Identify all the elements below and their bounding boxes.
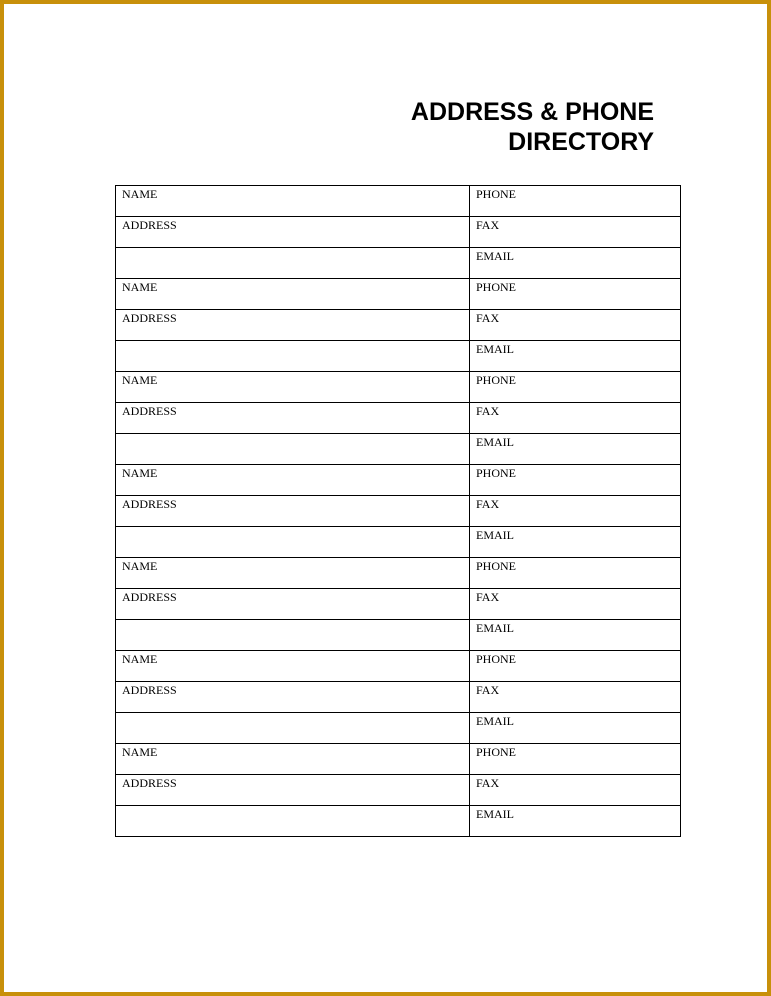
phone-field[interactable] xyxy=(470,558,681,589)
email-field[interactable] xyxy=(470,620,681,651)
name-label: NAME xyxy=(122,652,158,666)
email-label: EMAIL xyxy=(476,342,514,356)
address-continuation-field[interactable] xyxy=(116,434,470,465)
fax-field[interactable] xyxy=(470,682,681,713)
title-line-2: DIRECTORY xyxy=(508,128,654,156)
table-row xyxy=(116,558,681,589)
address-label: ADDRESS xyxy=(122,311,177,325)
fax-label: FAX xyxy=(476,311,500,325)
address-field[interactable] xyxy=(116,682,470,713)
phone-label: PHONE xyxy=(476,373,517,387)
fax-field[interactable] xyxy=(470,310,681,341)
fax-label: FAX xyxy=(476,218,500,232)
name-label: NAME xyxy=(122,373,158,387)
phone-label: PHONE xyxy=(476,187,517,201)
table-row xyxy=(116,465,681,496)
title-line-1: ADDRESS & PHONE xyxy=(410,98,654,126)
name-label: NAME xyxy=(122,745,158,759)
address-continuation-field[interactable] xyxy=(116,527,470,558)
table-row xyxy=(116,279,681,310)
table-row xyxy=(116,434,681,465)
address-field[interactable] xyxy=(116,589,470,620)
address-field[interactable] xyxy=(116,403,470,434)
directory-table xyxy=(115,185,681,837)
fax-field[interactable] xyxy=(470,589,681,620)
name-label: NAME xyxy=(122,559,158,573)
fax-field[interactable] xyxy=(470,496,681,527)
email-field[interactable] xyxy=(470,713,681,744)
table-row xyxy=(116,806,681,837)
name-field[interactable] xyxy=(116,186,470,217)
table-row xyxy=(116,403,681,434)
page-title xyxy=(411,97,654,157)
name-field[interactable] xyxy=(116,279,470,310)
table-row xyxy=(116,775,681,806)
table-row xyxy=(116,372,681,403)
email-field[interactable] xyxy=(470,248,681,279)
address-label: ADDRESS xyxy=(122,776,177,790)
address-field[interactable] xyxy=(116,217,470,248)
name-field[interactable] xyxy=(116,744,470,775)
fax-label: FAX xyxy=(476,590,500,604)
address-field[interactable] xyxy=(116,775,470,806)
fax-label: FAX xyxy=(476,683,500,697)
phone-field[interactable] xyxy=(470,186,681,217)
name-field[interactable] xyxy=(116,651,470,682)
email-label: EMAIL xyxy=(476,435,514,449)
directory-table-body xyxy=(116,186,681,837)
name-field[interactable] xyxy=(116,372,470,403)
phone-field[interactable] xyxy=(470,465,681,496)
email-field[interactable] xyxy=(470,527,681,558)
table-row xyxy=(116,217,681,248)
fax-label: FAX xyxy=(476,776,500,790)
address-label: ADDRESS xyxy=(122,218,177,232)
address-label: ADDRESS xyxy=(122,497,177,511)
fax-field[interactable] xyxy=(470,775,681,806)
address-continuation-field[interactable] xyxy=(116,341,470,372)
phone-field[interactable] xyxy=(470,279,681,310)
phone-label: PHONE xyxy=(476,745,517,759)
phone-label: PHONE xyxy=(476,466,517,480)
address-continuation-field[interactable] xyxy=(116,620,470,651)
phone-label: PHONE xyxy=(476,559,517,573)
email-field[interactable] xyxy=(470,341,681,372)
table-row xyxy=(116,651,681,682)
address-continuation-field[interactable] xyxy=(116,806,470,837)
fax-field[interactable] xyxy=(470,217,681,248)
table-row xyxy=(116,589,681,620)
address-continuation-field[interactable] xyxy=(116,713,470,744)
address-label: ADDRESS xyxy=(122,683,177,697)
table-row xyxy=(116,620,681,651)
table-row xyxy=(116,186,681,217)
email-label: EMAIL xyxy=(476,807,514,821)
address-field[interactable] xyxy=(116,310,470,341)
phone-field[interactable] xyxy=(470,651,681,682)
fax-label: FAX xyxy=(476,497,500,511)
table-row xyxy=(116,744,681,775)
name-field[interactable] xyxy=(116,558,470,589)
table-row xyxy=(116,682,681,713)
phone-field[interactable] xyxy=(470,744,681,775)
phone-label: PHONE xyxy=(476,652,517,666)
email-label: EMAIL xyxy=(476,714,514,728)
email-label: EMAIL xyxy=(476,621,514,635)
table-row xyxy=(116,341,681,372)
phone-field[interactable] xyxy=(470,372,681,403)
table-row xyxy=(116,310,681,341)
fax-field[interactable] xyxy=(470,403,681,434)
email-label: EMAIL xyxy=(476,528,514,542)
table-row xyxy=(116,496,681,527)
name-label: NAME xyxy=(122,466,158,480)
fax-label: FAX xyxy=(476,404,500,418)
email-field[interactable] xyxy=(470,806,681,837)
address-field[interactable] xyxy=(116,496,470,527)
name-label: NAME xyxy=(122,280,158,294)
table-row xyxy=(116,527,681,558)
email-field[interactable] xyxy=(470,434,681,465)
name-field[interactable] xyxy=(116,465,470,496)
email-label: EMAIL xyxy=(476,249,514,263)
table-row xyxy=(116,713,681,744)
address-label: ADDRESS xyxy=(122,404,177,418)
address-continuation-field[interactable] xyxy=(116,248,470,279)
address-label: ADDRESS xyxy=(122,590,177,604)
table-row xyxy=(116,248,681,279)
name-label: NAME xyxy=(122,187,158,201)
phone-label: PHONE xyxy=(476,280,517,294)
